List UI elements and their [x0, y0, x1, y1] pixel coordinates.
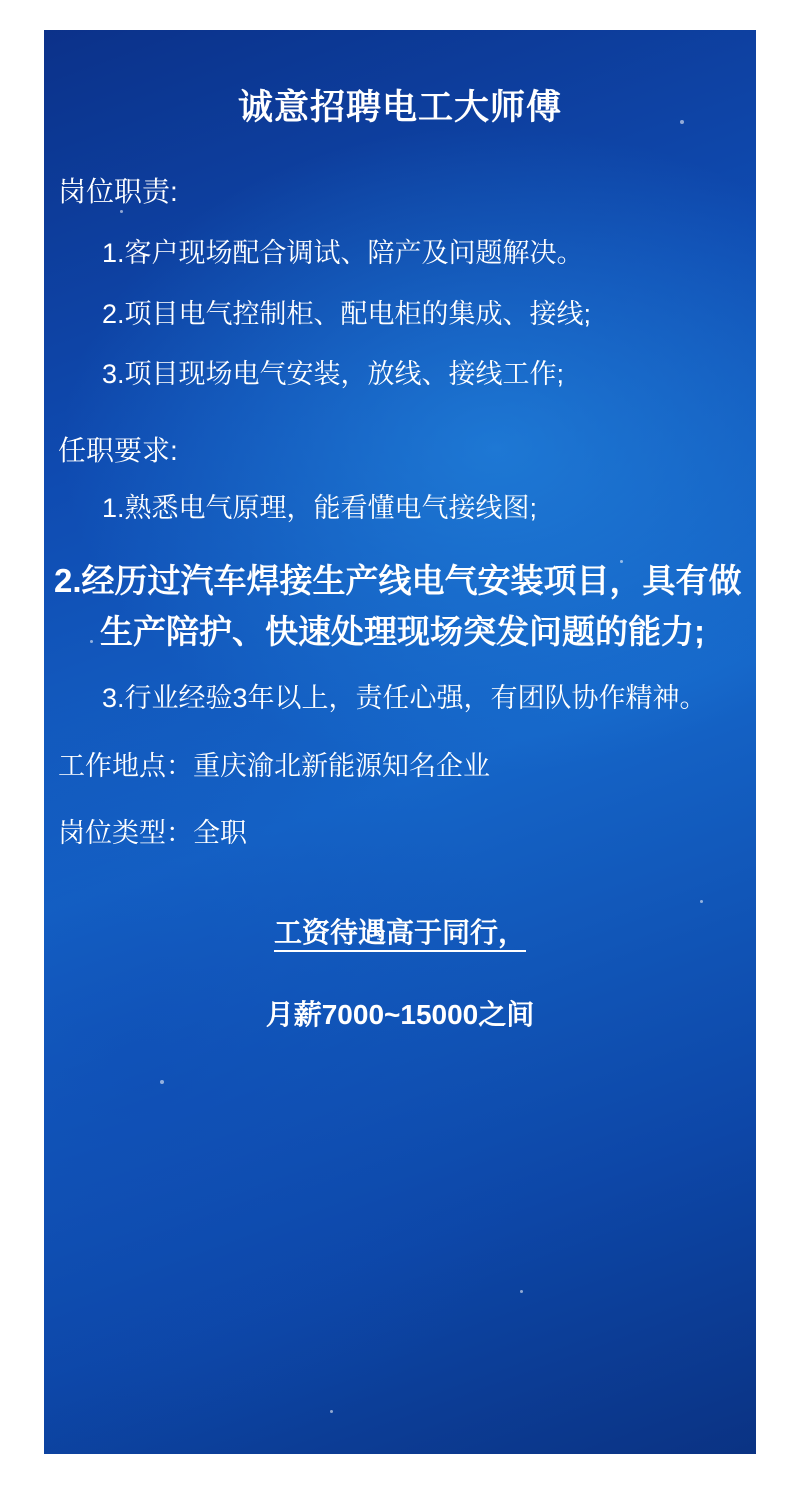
- poster-content: [44, 30, 756, 1454]
- requirement-item-2: [54, 555, 746, 657]
- page-margin-bottom: [0, 1454, 800, 1496]
- pay-line-2: 月薪7000~15000之间: [265, 999, 535, 1031]
- requirement-2-text: 2.经历过汽车焊接生产线电气安装项目，具有做生产陪护、快速处理现场突发问题的能力: [54, 561, 742, 650]
- requirements-heading: 任职要求:: [58, 434, 178, 466]
- duty-item: 1.客户现场配合调试、陪产及问题解决。: [102, 238, 584, 269]
- page-title: 诚意招聘电工大师傅: [237, 88, 562, 127]
- work-location: 工作地点：重庆渝北新能源知名企业: [58, 751, 490, 782]
- duty-item: 2.项目电气控制柜、配电柜的集成、接线;: [102, 298, 592, 329]
- page-margin-left: [0, 0, 44, 1496]
- requirement-item-3: 3.行业经验3年以上，责任心强，有团队协作精神。: [102, 683, 707, 714]
- pay-block: [54, 911, 746, 1033]
- pay-line-1-wrap: [54, 911, 746, 951]
- pay-line-1: 工资待遇高于同行，: [273, 917, 526, 949]
- duty-item: 3.项目现场电气安装，放线、接线工作;: [102, 359, 565, 390]
- page-margin-top: [0, 0, 800, 30]
- page-margin-right: [756, 0, 800, 1496]
- requirement-2-tail: ;: [694, 612, 705, 650]
- job-type: 岗位类型：全职: [58, 817, 247, 848]
- duties-heading: 岗位职责:: [58, 176, 178, 207]
- requirement-item-1: 1.熟悉电气原理，能看懂电气接线图;: [102, 493, 538, 524]
